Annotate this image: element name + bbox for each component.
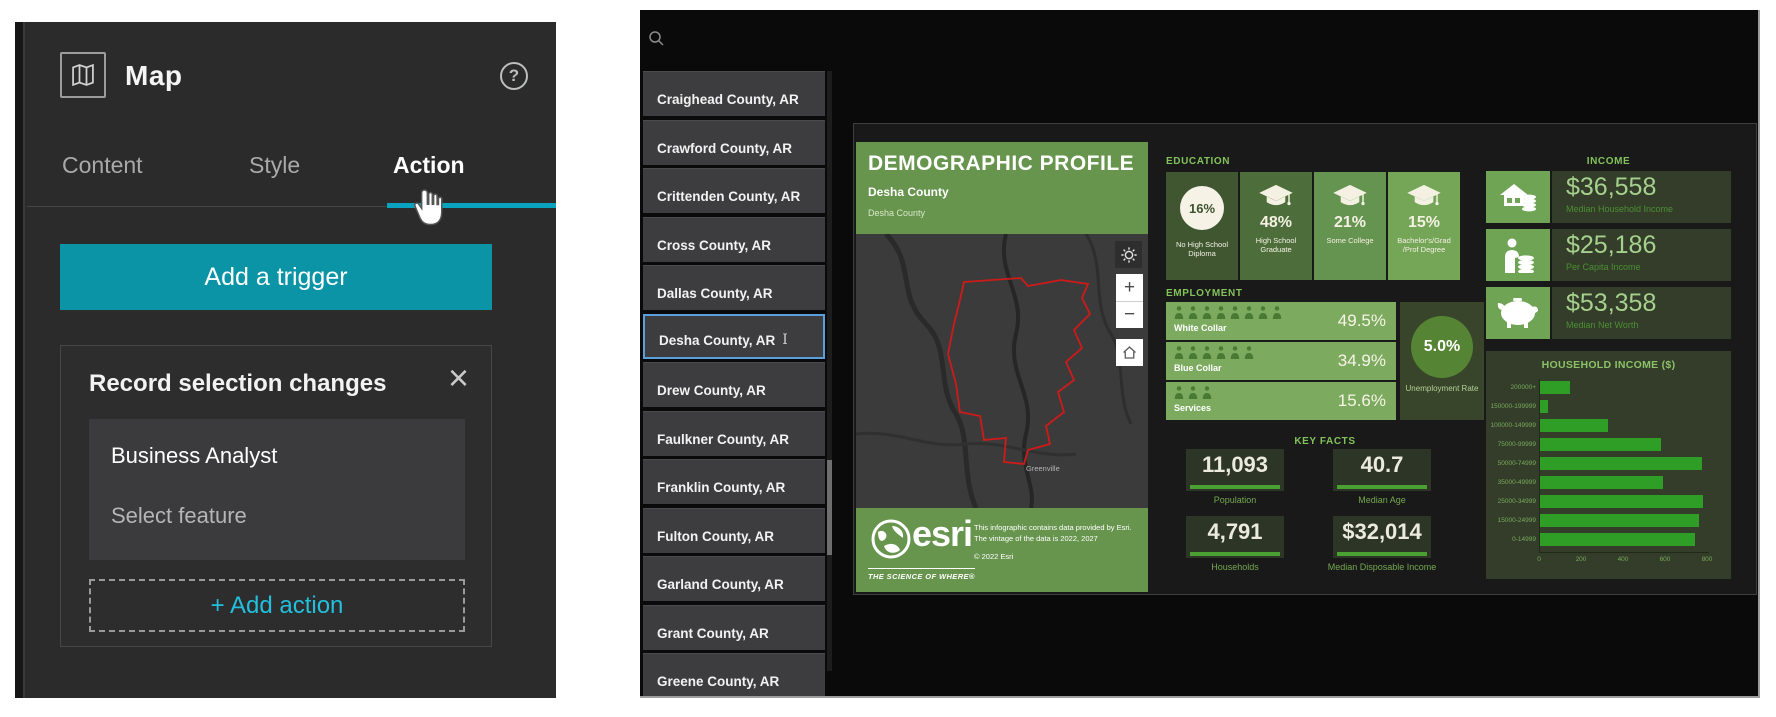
infographic-subtitle: Desha County xyxy=(868,185,949,199)
key-fact-underline xyxy=(1190,552,1280,556)
map-widget-icon xyxy=(60,52,106,98)
county-label: Cross County, AR xyxy=(657,237,772,253)
hand-cursor-icon xyxy=(411,187,447,229)
unemployment-tile xyxy=(1400,302,1484,420)
map-graphics xyxy=(856,234,1148,508)
zoom-out-button[interactable] xyxy=(1116,301,1143,328)
search-icon[interactable] xyxy=(648,30,665,47)
panel-edge-strip xyxy=(15,22,25,698)
education-tile xyxy=(1166,172,1238,280)
chart-category-label: 150000-199999 xyxy=(1490,403,1536,410)
footer-copyright: © 2022 Esri xyxy=(974,552,1014,561)
county-list-item[interactable] xyxy=(643,362,825,407)
text-cursor-icon: I xyxy=(782,331,788,348)
chart-category-label: 25000-34999 xyxy=(1497,498,1536,505)
house-coins-icon xyxy=(1486,171,1550,223)
education-tile xyxy=(1314,172,1386,280)
income-value: $53,358 xyxy=(1566,289,1657,317)
tab-action[interactable]: Action xyxy=(393,152,465,178)
chart-bar xyxy=(1540,381,1570,394)
county-list-item[interactable] xyxy=(643,168,825,213)
employment-label: White Collar xyxy=(1174,323,1227,333)
key-fact-label: Median Age xyxy=(1358,495,1406,505)
income-value-tile xyxy=(1552,287,1731,339)
key-fact-tile xyxy=(1333,449,1431,491)
trigger-action: Select feature xyxy=(111,503,247,528)
county-label: Desha County, AR xyxy=(659,332,776,348)
add-action-button[interactable]: + Add action xyxy=(89,579,465,632)
trigger-source: Business Analyst xyxy=(111,443,278,468)
esri-logo xyxy=(870,513,973,560)
household-income-chart xyxy=(1486,379,1731,563)
county-label: Drew County, AR xyxy=(657,383,766,398)
gear-icon xyxy=(1120,246,1138,264)
county-list-item[interactable] xyxy=(643,217,825,262)
education-label: High School Graduate xyxy=(1255,236,1297,255)
key-fact-tile xyxy=(1186,516,1284,558)
key-fact-value: 4,791 xyxy=(1207,519,1263,544)
county-label: Franklin County, AR xyxy=(657,480,786,495)
county-list-item[interactable] xyxy=(643,459,825,504)
chart-x-tick: 0 xyxy=(1537,556,1541,563)
employment-value: 34.9% xyxy=(1337,351,1386,370)
chart-category-label: 100000-149999 xyxy=(1490,422,1536,429)
trigger-card xyxy=(60,345,492,647)
demographic-infographic xyxy=(853,123,1757,595)
household-income-panel xyxy=(1486,351,1731,579)
education-value-circle: 16% xyxy=(1180,186,1224,230)
chart-bar xyxy=(1540,476,1663,489)
income-value-tile xyxy=(1552,171,1731,223)
panel-title: Map xyxy=(125,60,183,91)
map-settings-button[interactable] xyxy=(1115,241,1142,268)
list-scrollbar-thumb[interactable] xyxy=(827,460,832,555)
add-trigger-button[interactable]: Add a trigger xyxy=(60,244,492,310)
piggy-bank-icon xyxy=(1486,287,1550,339)
income-value: $36,558 xyxy=(1566,173,1657,201)
income-label: Median Household Income xyxy=(1566,204,1674,214)
chart-bar xyxy=(1540,495,1703,508)
education-heading: EDUCATION xyxy=(1166,156,1231,167)
key-fact-label: Median Disposable Income xyxy=(1327,562,1437,572)
household-income-title: HOUSEHOLD INCOME ($) xyxy=(1541,359,1676,371)
chart-x-tick: 800 xyxy=(1701,556,1713,563)
county-label: Dallas County, AR xyxy=(657,286,773,301)
employment-label: Blue Collar xyxy=(1174,363,1222,373)
employment-row xyxy=(1166,342,1396,380)
chart-x-tick: 200 xyxy=(1575,556,1587,563)
county-label: Greene County, AR xyxy=(657,674,780,689)
tab-content[interactable]: Content xyxy=(62,152,143,178)
infographic-title: DEMOGRAPHIC PROFILE xyxy=(868,152,1135,175)
chart-category-label: 50000-74999 xyxy=(1497,460,1536,467)
county-list-item[interactable] xyxy=(643,556,825,601)
footer-note: This infographic contains data provided by Esri. The vintage of the data is 2022, 2027 xyxy=(974,523,1132,544)
trigger-card-title: Record selection changes xyxy=(89,370,387,397)
income-label: Median Net Worth xyxy=(1566,320,1639,330)
chart-bar xyxy=(1540,533,1695,546)
education-label: Bachelor's/Grad /Prof Degree xyxy=(1397,236,1451,255)
education-label: Some College xyxy=(1326,236,1374,245)
graduation-cap-icon xyxy=(1314,184,1386,210)
experience-preview xyxy=(640,10,1760,698)
county-label: Garland County, AR xyxy=(657,577,784,592)
income-heading: INCOME xyxy=(1586,156,1631,167)
chart-bar xyxy=(1540,457,1702,470)
county-label: Crittenden County, AR xyxy=(657,189,801,204)
chart-bar xyxy=(1540,438,1661,451)
key-facts-heading: KEY FACTS xyxy=(1294,436,1356,447)
education-value: 21% xyxy=(1333,214,1367,231)
key-fact-underline xyxy=(1337,485,1427,489)
chart-category-label: 0-14999 xyxy=(1512,536,1536,543)
employment-label: Services xyxy=(1174,403,1212,413)
county-list-item-selected[interactable] xyxy=(643,314,825,359)
infographic-left-column xyxy=(856,124,1148,592)
education-tile xyxy=(1388,172,1460,280)
esri-globe-icon xyxy=(870,518,912,560)
chart-bar xyxy=(1540,400,1548,413)
county-list-item[interactable] xyxy=(643,605,825,650)
tab-style[interactable]: Style xyxy=(249,152,301,178)
zoom-in-button[interactable] xyxy=(1116,274,1143,301)
county-list-item[interactable] xyxy=(643,411,825,456)
employment-value: 49.5% xyxy=(1337,311,1386,330)
education-value: 15% xyxy=(1407,214,1441,231)
key-fact-label: Households xyxy=(1211,562,1259,572)
income-value-tile xyxy=(1552,229,1731,281)
infographic-subtitle2: Desha County xyxy=(868,208,926,218)
chart-category-label: 15000-24999 xyxy=(1497,517,1536,524)
infographic-header xyxy=(856,142,1148,234)
key-fact-label: Population xyxy=(1213,495,1257,505)
county-map[interactable] xyxy=(856,234,1148,508)
key-fact-underline xyxy=(1190,485,1280,489)
unemployment-value: 5.0% xyxy=(1411,316,1473,378)
employment-heading: EMPLOYMENT xyxy=(1166,288,1243,299)
chart-x-tick: 400 xyxy=(1617,556,1629,563)
graduation-cap-icon xyxy=(1240,184,1312,210)
income-value: $25,186 xyxy=(1566,231,1657,259)
list-scrollbar-track[interactable] xyxy=(827,71,832,671)
map-city-label: Greenville xyxy=(1026,464,1060,473)
graduation-cap-icon xyxy=(1388,184,1460,210)
education-value: 48% xyxy=(1259,214,1293,231)
chart-category-label: 35000-49999 xyxy=(1497,479,1536,486)
employment-row xyxy=(1166,382,1396,420)
education-label: No High School Diploma xyxy=(1175,240,1229,259)
county-label: Faulkner County, AR xyxy=(657,431,790,447)
county-list-item[interactable] xyxy=(643,120,825,165)
employment-value: 15.6% xyxy=(1337,391,1386,410)
chart-bar xyxy=(1540,514,1699,527)
chart-category-label: 200000+ xyxy=(1510,384,1536,391)
employment-row xyxy=(1166,302,1396,340)
county-label: Grant County, AR xyxy=(657,625,769,641)
chart-bar xyxy=(1540,419,1608,432)
key-fact-underline xyxy=(1337,552,1427,556)
county-list-item[interactable] xyxy=(643,71,825,116)
key-fact-value: 40.7 xyxy=(1360,452,1404,477)
plus-icon: + xyxy=(1123,276,1136,298)
esri-wordmark: esri xyxy=(912,513,973,554)
help-icon[interactable]: ? xyxy=(500,62,528,90)
county-list-item[interactable] xyxy=(643,653,825,698)
home-button[interactable] xyxy=(1116,339,1143,366)
county-label: Crawford County, AR xyxy=(657,140,792,156)
county-list-item[interactable] xyxy=(643,265,825,310)
trigger-target-box[interactable] xyxy=(89,419,465,560)
infographic-footer xyxy=(856,508,1148,592)
key-fact-value: 11,093 xyxy=(1201,452,1269,477)
chart-x-axis xyxy=(1539,552,1709,553)
widget-settings-panel xyxy=(15,22,556,698)
key-fact-tile xyxy=(1186,449,1284,491)
county-label: Craighead County, AR xyxy=(657,92,799,107)
chart-x-tick: 600 xyxy=(1659,556,1671,563)
person-coins-icon xyxy=(1486,229,1550,281)
key-fact-tile xyxy=(1333,516,1431,558)
close-icon[interactable]: × xyxy=(447,357,469,398)
education-tile xyxy=(1240,172,1312,280)
esri-tagline: THE SCIENCE OF WHERE® xyxy=(868,568,975,581)
county-label: Fulton County, AR xyxy=(657,528,774,544)
folded-map-icon xyxy=(69,61,97,89)
unemployment-label: Unemployment Rate xyxy=(1405,384,1479,393)
key-fact-value: $32,014 xyxy=(1342,519,1422,544)
county-list-item[interactable] xyxy=(643,508,825,553)
home-icon xyxy=(1121,344,1138,361)
minus-icon: − xyxy=(1123,304,1136,325)
income-label: Per Capita Income xyxy=(1566,262,1641,272)
chart-category-label: 75000-99999 xyxy=(1497,441,1536,448)
